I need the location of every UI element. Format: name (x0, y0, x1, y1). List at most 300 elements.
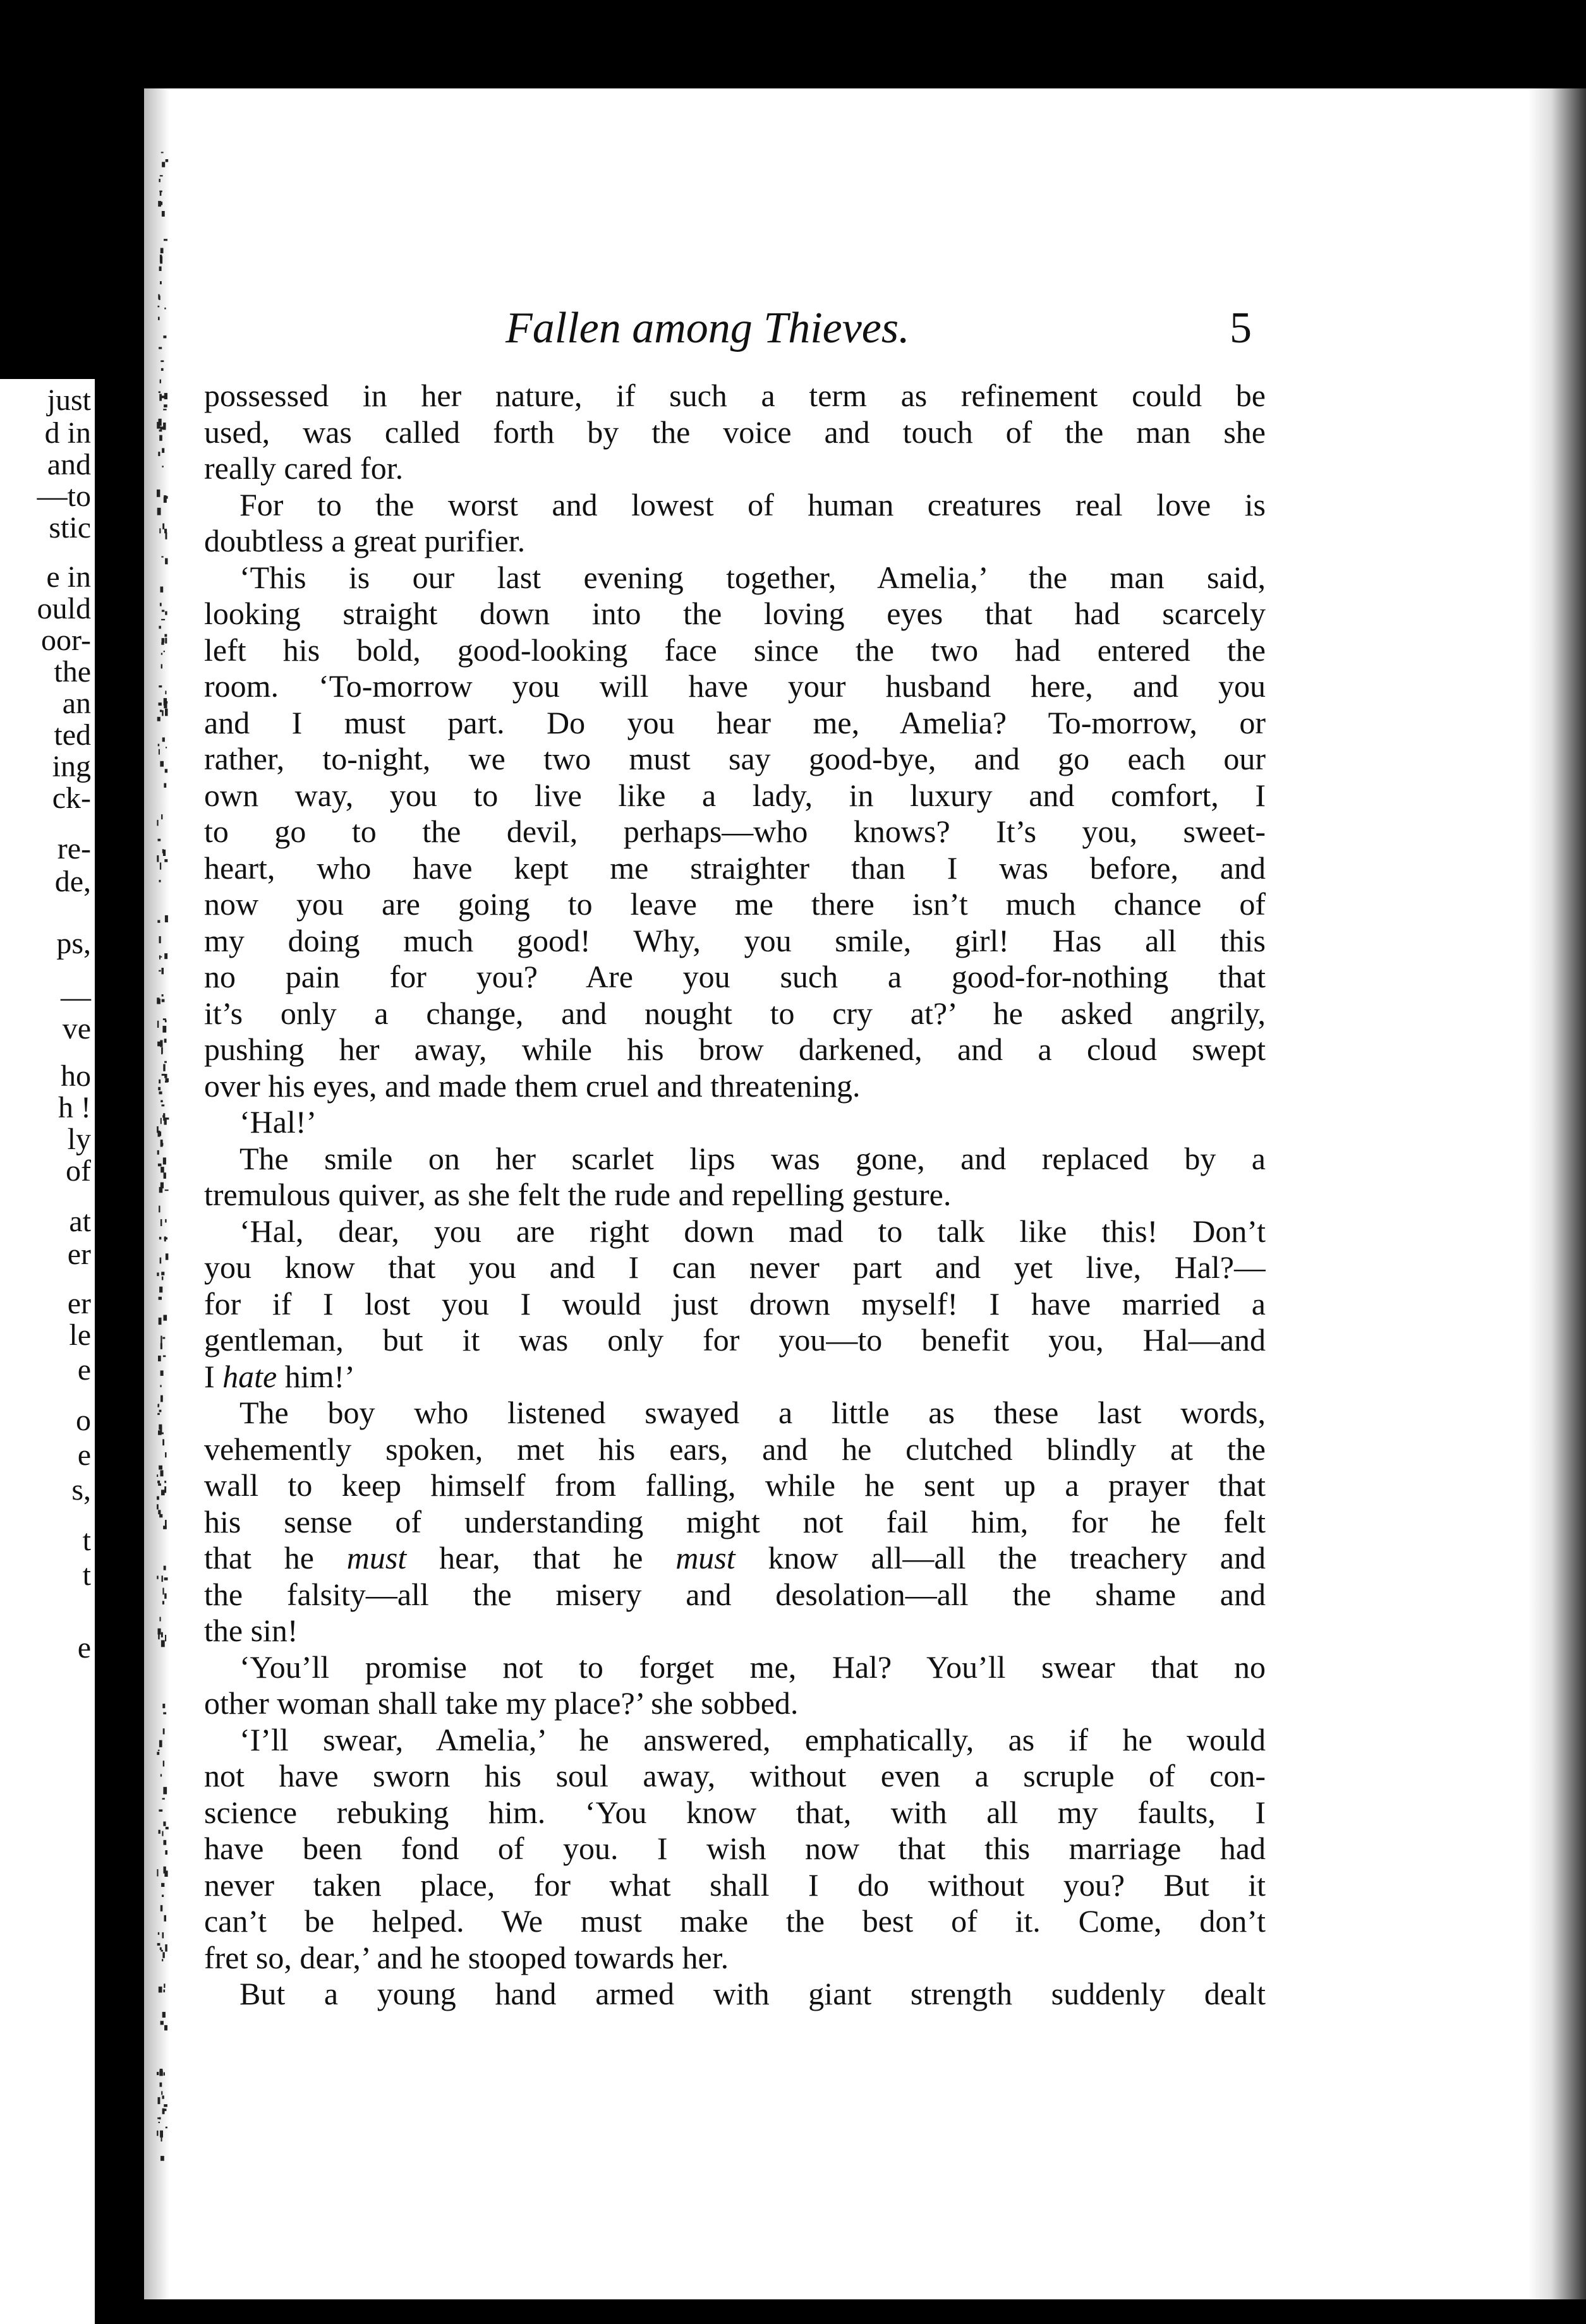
gutter-speck (162, 968, 164, 974)
gutter-speck (159, 970, 161, 972)
gutter-speck (164, 953, 167, 959)
previous-page-fragment: e in (46, 560, 91, 594)
gutter-speck (162, 1104, 165, 1106)
previous-page-fragment: le (69, 1318, 91, 1352)
gutter-speck (162, 1932, 164, 1939)
text-line: looking straight down into the loving eyes that had scarcely (204, 596, 1266, 631)
text-line: The boy who listened swayed a little as these last words, (239, 1395, 1266, 1430)
previous-page-fragment: de, (54, 865, 91, 898)
gutter-speck (164, 1315, 167, 1321)
gutter-speck (166, 533, 167, 539)
gutter-speck (159, 956, 162, 958)
gutter-speck (158, 1164, 162, 1166)
gutter-speck (164, 634, 167, 637)
gutter-speck (162, 610, 164, 611)
gutter-speck (163, 409, 166, 410)
text-line: the sin! (204, 1613, 298, 1648)
text-line: rather, to-night, we two must say good-bye, and go each our (204, 741, 1266, 776)
gutter-speck (159, 419, 162, 426)
previous-page-fragment: ted (54, 718, 91, 752)
gutter-speck (159, 267, 162, 271)
gutter-speck (164, 1486, 166, 1493)
gutter-speck (164, 393, 167, 399)
gutter-speck (157, 1021, 159, 1028)
text-line: now you are going to leave me there isn’t much chance of (204, 886, 1266, 922)
gutter-speck (165, 1020, 167, 1022)
gutter-speck (164, 239, 167, 241)
previous-page-fragment: e (77, 1631, 91, 1665)
running-head (144, 297, 1528, 360)
gutter-speck (159, 749, 160, 755)
gutter-speck (160, 191, 162, 196)
gutter-speck (160, 603, 162, 606)
previous-page-fragment: ho (61, 1059, 91, 1093)
previous-page-fragment: ing (52, 750, 91, 783)
gutter-speck (165, 1520, 167, 1526)
gutter-speck (158, 1483, 161, 1486)
gutter-speck (157, 820, 158, 826)
gutter-speck (160, 1258, 162, 1264)
text-line: But a young hand armed with giant strength suddenly dealt (239, 1976, 1266, 2011)
gutter-speck (160, 1118, 162, 1124)
gutter-speck (165, 1944, 167, 1952)
gutter-speck (164, 1566, 166, 1570)
gutter-speck (157, 920, 160, 923)
gutter-speck (164, 859, 167, 862)
text-line: you know that you and I can never part and yet live, Hal?— (204, 1249, 1266, 1285)
gutter-speck (164, 1870, 167, 1877)
text-line: left his bold, good-looking face since the two had entered the (204, 632, 1266, 668)
gutter-speck (158, 1131, 160, 1137)
text-line: can’t be helped. We must make the best of it. Come, don’t (204, 1903, 1266, 1939)
gutter-speck (159, 435, 162, 441)
gutter-speck (158, 1750, 160, 1751)
gutter-speck (165, 769, 167, 773)
text-line: my doing much good! Why, you smile, girl! Has all this (204, 922, 1266, 958)
gutter-speck (161, 1950, 164, 1952)
gutter-speck (162, 638, 165, 642)
gutter-speck (164, 404, 167, 407)
gutter-speck (166, 747, 167, 748)
gutter-speck (158, 1404, 159, 1406)
gutter-speck (165, 611, 167, 615)
gutter-speck (162, 1026, 166, 1033)
previous-page-fragment: o (76, 1404, 91, 1437)
gutter-speck (160, 1371, 164, 1376)
gutter-speck (162, 211, 165, 217)
gutter-speck (160, 710, 162, 713)
gutter-speck (162, 1601, 164, 1605)
gutter-speck (160, 2069, 163, 2074)
gutter-speck (164, 1481, 166, 1483)
gutter-speck (157, 1474, 158, 1477)
text-line: science rebuking him. ‘You know that, with all my faults, I (204, 1794, 1266, 1830)
gutter-speck (160, 360, 164, 362)
gutter-speck (157, 1273, 159, 1277)
gutter-speck (159, 2122, 160, 2123)
gutter-speck (157, 855, 159, 862)
text-line: heart, who have kept me straighter than I was before, and (204, 850, 1266, 886)
gutter-speck (160, 255, 162, 262)
gutter-speck (157, 1943, 160, 1946)
gutter-speck (159, 179, 160, 182)
gutter-speck (164, 2104, 167, 2107)
gutter-speck (159, 430, 162, 431)
gutter-speck (160, 1219, 162, 1226)
gutter-speck (158, 1087, 160, 1090)
gutter-speck (166, 1253, 169, 1260)
gutter-speck (160, 1100, 163, 1103)
gutter-speck (163, 1526, 167, 1529)
gutter-speck (159, 1809, 162, 1812)
gutter-speck (159, 1466, 162, 1470)
gutter-speck (162, 1337, 165, 1339)
gutter-speck (157, 1576, 159, 1579)
gutter-speck (164, 1593, 166, 1599)
text-line: ‘Hal, dear, you are right down mad to talk like this! Don’t (239, 1213, 1266, 1249)
gutter-speck (162, 1704, 165, 1708)
gutter-speck (162, 710, 164, 716)
gutter-speck (164, 651, 165, 652)
text-line: the falsity—all the misery and desolation—all the shame and (204, 1576, 1266, 1612)
gutter-speck (164, 1039, 167, 1042)
gutter-speck (160, 1395, 163, 1402)
previous-page-fragment: stic (49, 511, 91, 545)
gutter-speck (157, 490, 160, 497)
text-line: for if I lost you I would just drown myself! I have married a (204, 1285, 1266, 1322)
gutter-speck (159, 1514, 162, 1517)
gutter-speck (161, 368, 164, 371)
gutter-speck (165, 709, 168, 716)
gutter-speck (161, 2135, 162, 2142)
gutter-speck (161, 1883, 164, 1887)
gutter-speck (159, 394, 162, 401)
gutter-speck (160, 2021, 164, 2025)
gutter-speck (160, 380, 161, 383)
previous-page-fragment: h ! (58, 1091, 91, 1124)
gutter-speck (158, 744, 160, 747)
gutter-speck (165, 915, 168, 922)
gutter-speck (164, 497, 167, 503)
gutter-speck (165, 1189, 169, 1191)
gutter-speck (162, 994, 164, 997)
gutter-speck (159, 1206, 160, 1213)
text-line: pushing her away, while his brow darkened, and a cloud swept (204, 1032, 1266, 1067)
gutter-speck (163, 1822, 166, 1826)
gutter-speck (157, 717, 160, 721)
gutter-speck (157, 1496, 159, 1500)
gutter-speck (163, 1761, 164, 1766)
book-page (144, 88, 1528, 2299)
gutter-speck (165, 1219, 166, 1223)
gutter-speck (159, 1830, 160, 1834)
gutter-speck (161, 2091, 162, 2095)
gutter-speck (165, 1081, 168, 1083)
gutter-speck (160, 1774, 162, 1776)
gutter-speck (162, 2109, 165, 2114)
body-text (204, 378, 1266, 2013)
text-line: possessed in her nature, if such a term as refinement could be (204, 378, 1266, 413)
gutter-speck (157, 997, 159, 1004)
gutter-speck (165, 2109, 167, 2111)
gutter-speck (161, 1632, 163, 1637)
gutter-speck (159, 880, 161, 882)
gutter-speck (159, 1187, 163, 1193)
gutter-speck (165, 1850, 167, 1855)
gutter-speck (157, 2131, 158, 2136)
gutter-speck (161, 556, 163, 557)
text-line: that he must hear, that he must know all—all the treachery and (204, 1540, 1266, 1575)
text-line: The smile on her scarlet lips was gone, and replaced by a (239, 1140, 1266, 1176)
previous-page-fragment: e (77, 1438, 91, 1472)
text-line: I hate him!’ (204, 1358, 355, 1394)
gutter-speck (166, 159, 169, 162)
gutter-speck (164, 1915, 167, 1922)
text-line: ‘You’ll promise not to forget me, Hal? You’ll swear that no (239, 1649, 1266, 1685)
previous-page-edge (0, 379, 95, 2324)
gutter-speck (160, 587, 164, 593)
gutter-speck (160, 281, 162, 284)
previous-page-fragment: ould (37, 592, 91, 625)
previous-page-fragment: s, (71, 1473, 91, 1507)
gutter-speck (162, 1798, 165, 1800)
gutter-speck (160, 1385, 161, 1387)
gutter-speck (159, 685, 162, 687)
gutter-speck (160, 202, 162, 205)
gutter-speck (160, 426, 163, 430)
text-line: ‘This is our last evening together, Amelia,’ the man said, (239, 559, 1266, 595)
text-line: ‘I’ll swear, Amelia,’ he answered, emphatically, as if he would (239, 1721, 1266, 1757)
gutter-speck (157, 1150, 159, 1155)
gutter-speck (157, 1413, 160, 1415)
gutter-speck (164, 1984, 165, 1988)
gutter-speck (162, 1575, 163, 1582)
page-number: 5 (1230, 304, 1252, 352)
gutter-speck (162, 1047, 163, 1054)
previous-page-fragment: the (54, 655, 91, 689)
text-line: own way, you to live like a lady, in luxury and comfort, I (204, 777, 1266, 813)
gutter-speck (158, 1430, 162, 1435)
gutter-speck (164, 1236, 166, 1241)
gutter-speck (164, 1990, 166, 1992)
text-line: vehemently spoken, met his ears, and he clutched blindly at the (204, 1431, 1266, 1467)
gutter-speck (163, 1064, 165, 1071)
gutter-speck (160, 1343, 162, 1349)
gutter-speck (163, 1728, 165, 1734)
gutter-speck (157, 1042, 161, 1047)
previous-page-fragment: an (62, 687, 91, 720)
gutter-speck (164, 783, 166, 788)
gutter-speck (162, 1831, 163, 1836)
text-line: used, was called forth by the voice and touch of the man she (204, 414, 1266, 450)
previous-page-fragment: ps, (56, 927, 91, 960)
text-line: and I must part. Do you hear me, Amelia? To-morrow, or (204, 704, 1266, 740)
previous-page-fragment: t (82, 1558, 91, 1592)
gutter-speck (159, 1410, 162, 1412)
gutter-speck (164, 1172, 166, 1179)
text-line: no pain for you? Are you such a good-for-nothing that (204, 959, 1266, 994)
previous-page-fragment: e (77, 1353, 91, 1387)
gutter-speck (162, 1074, 166, 1076)
gutter-speck (160, 1470, 164, 1476)
gutter-speck (159, 1092, 162, 1095)
gutter-speck (164, 704, 167, 709)
gutter-speck (159, 1318, 162, 1325)
text-line: over his eyes, and made them cruel and threatening. (204, 1068, 861, 1104)
gutter-speck (161, 1641, 165, 1647)
previous-page-fragment: re- (57, 832, 91, 865)
gutter-speck (159, 1287, 162, 1293)
gutter-speck (160, 2083, 162, 2087)
previous-page-fragment: ve (62, 1012, 91, 1045)
gutter-speck (157, 1481, 160, 1483)
previous-page-fragment: er (67, 1287, 91, 1320)
gutter-speck (159, 1424, 162, 1430)
gutter-speck (160, 175, 163, 176)
text-line: doubtless a great purifier. (204, 523, 526, 558)
previous-page-fragment: just (47, 383, 91, 417)
gutter-speck (162, 1952, 164, 1958)
gutter-speck (158, 1932, 159, 1935)
running-title: Fallen among Thieves. (505, 304, 910, 352)
previous-page-fragment: er (67, 1237, 91, 1271)
gutter-speck (162, 737, 165, 742)
gutter-speck (159, 1740, 162, 1747)
gutter-speck (162, 448, 164, 453)
gutter-speck (159, 1987, 162, 1993)
gutter-speck (161, 814, 162, 819)
gutter-speck (158, 1629, 161, 1635)
gutter-speck (160, 1336, 162, 1344)
gutter-speck (160, 1617, 161, 1622)
previous-page-fragment: t (82, 1524, 91, 1557)
gutter-speck (158, 452, 160, 456)
gutter-speck (161, 1490, 165, 1495)
right-page-edge (1528, 88, 1586, 2299)
gutter-speck (160, 248, 164, 254)
gutter-speck (164, 2073, 165, 2076)
text-line: his sense of understanding might not fail him, for he felt (204, 1503, 1266, 1539)
previous-page-fragment: —to (37, 479, 91, 513)
text-line: other woman shall take my place?’ she sobbed. (204, 1685, 799, 1721)
gutter-specks (157, 88, 188, 2299)
gutter-speck (163, 1356, 166, 1358)
text-line: have been fond of you. I wish now that this marriage had (204, 1831, 1266, 1866)
previous-page-text-fragments (0, 379, 95, 2324)
gutter-speck (165, 638, 167, 644)
text-line: to go to the devil, perhaps—who knows? It’s you, sweet- (204, 814, 1266, 849)
gutter-speck (162, 1588, 164, 1595)
text-line: never taken place, for what shall I do without you? But it (204, 1867, 1266, 1903)
gutter-speck (159, 702, 162, 706)
previous-page-fragment: and (47, 448, 91, 481)
text-line: fret so, dear,’ and he stooped towards her. (204, 1939, 729, 1975)
gutter-speck (165, 701, 167, 704)
gutter-speck (159, 392, 160, 394)
gutter-speck (159, 2117, 160, 2120)
gutter-speck (157, 1752, 159, 1755)
previous-page-fragment: of (66, 1154, 91, 1188)
gutter-speck (165, 558, 167, 565)
gutter-speck (162, 524, 164, 529)
gutter-speck (163, 423, 166, 430)
gutter-speck (163, 1787, 167, 1795)
text-line: gentleman, but it was only for you—to benefit you, Hal—and (204, 1322, 1266, 1358)
gutter-speck (164, 1577, 168, 1580)
gutter-speck (162, 466, 163, 467)
gutter-speck (162, 1894, 164, 1897)
gutter-speck (159, 1237, 161, 1239)
gutter-speck (161, 152, 164, 153)
gutter-speck (159, 936, 161, 943)
previous-page-fragment: ck- (52, 781, 91, 815)
gutter-speck (161, 653, 162, 655)
gutter-speck (164, 1117, 167, 1124)
gutter-speck (162, 1277, 164, 1280)
gutter-speck (157, 1869, 158, 1876)
gutter-speck (159, 528, 160, 533)
gutter-speck (164, 2025, 167, 2030)
text-line: room. ‘To-morrow you will have your husband here, and you (204, 668, 1266, 704)
gutter-speck (163, 850, 166, 856)
gutter-speck (160, 1948, 162, 1950)
gutter-speck (162, 1959, 163, 1961)
gutter-speck (161, 1272, 164, 1275)
gutter-speck (160, 1140, 163, 1147)
gutter-speck (162, 1439, 164, 1445)
gutter-speck (164, 1840, 167, 1845)
gutter-speck (160, 2156, 164, 2161)
gutter-speck (162, 1115, 165, 1117)
gutter-speck (160, 1167, 164, 1172)
gutter-speck (164, 529, 167, 533)
gutter-speck (164, 1061, 167, 1063)
gutter-speck (159, 1297, 162, 1300)
gutter-speck (166, 2127, 167, 2129)
gutter-speck (160, 1905, 162, 1912)
previous-page-fragment: — (61, 980, 91, 1014)
gutter-speck (162, 162, 165, 167)
gutter-speck (162, 2012, 166, 2018)
gutter-speck (157, 1504, 159, 1509)
gutter-speck (159, 626, 161, 629)
gutter-speck (158, 2097, 160, 2104)
text-line: really cared for. (204, 450, 404, 486)
gutter-speck (160, 761, 164, 767)
gutter-speck (158, 1356, 161, 1361)
previous-page-fragment: at (69, 1205, 91, 1238)
gutter-speck (162, 2095, 164, 2098)
gutter-speck (166, 1827, 169, 1829)
text-line: it’s only a change, and nought to cry at?’ he asked angrily, (204, 995, 1266, 1031)
gutter-speck (157, 2072, 159, 2075)
gutter-speck (158, 1510, 160, 1514)
gutter-speck (162, 999, 165, 1002)
gutter-speck (165, 1635, 166, 1641)
text-line: tremulous quiver, as she felt the rude and repelling gesture. (204, 1177, 952, 1212)
gutter-speck (163, 1713, 166, 1714)
previous-page-fragment: oor- (40, 623, 91, 657)
gutter-speck (161, 664, 162, 668)
gutter-speck (163, 1157, 166, 1164)
text-line: wall to keep himself from falling, while he sent up a prayer that (204, 1467, 1266, 1503)
previous-page-fragment: ly (67, 1123, 91, 1156)
gutter-speck (165, 691, 166, 695)
gutter-speck (161, 619, 165, 620)
gutter-speck (157, 508, 161, 515)
text-line: ‘Hal!’ (239, 1104, 317, 1140)
text-line: For to the worst and lowest of human creatures real love is (239, 486, 1266, 522)
